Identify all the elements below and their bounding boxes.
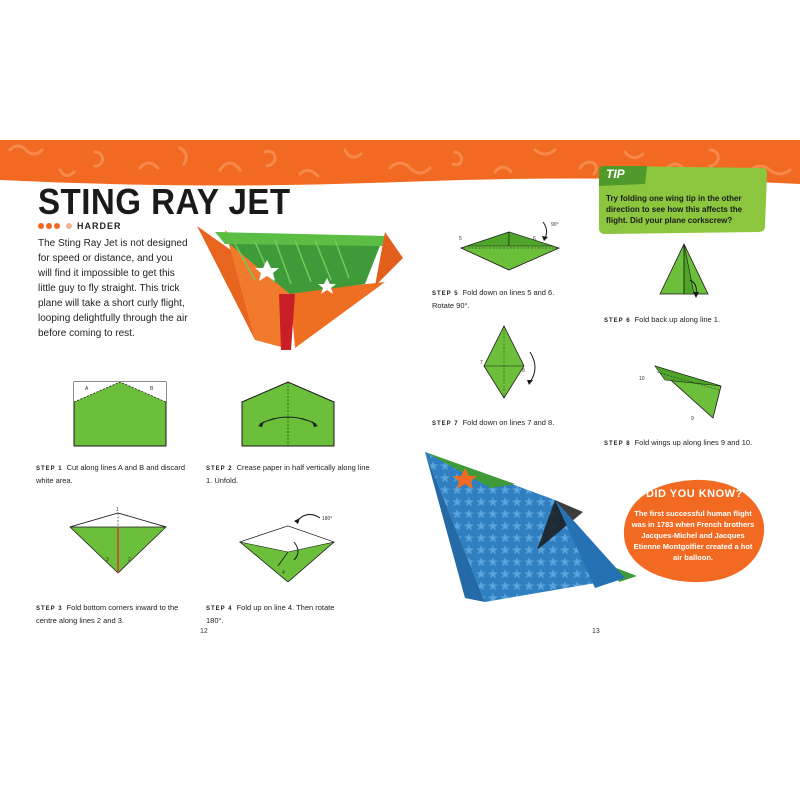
step-label: STEP 1: [36, 466, 63, 472]
intro-text: The Sting Ray Jet is not designed for speed or distance, and you will find it impossible to get this little guy to fly straight. This trick plane will take a short curly flight, looping delightfully through the air before coming to rest.: [38, 238, 188, 339]
step-label: STEP 5: [432, 291, 459, 297]
step-text: Fold down on lines 5 and 6. Rotate 90°.: [432, 288, 555, 310]
step5-diagram: [455, 218, 575, 278]
label-b: B: [150, 386, 154, 392]
step7-diagram: [478, 322, 548, 402]
page-number-right: 13: [592, 628, 600, 635]
did-you-know-title: DID YOU KNOW?: [646, 488, 743, 500]
step-text: Fold up on line 4. Then rotate 180°.: [206, 603, 335, 625]
label-8: 8: [522, 368, 525, 374]
label-a: A: [85, 386, 89, 392]
label-10: 10: [639, 376, 645, 382]
step-label: STEP 6: [604, 318, 631, 324]
label-1: 1: [116, 507, 119, 513]
label-6: 6: [533, 236, 536, 242]
step6-diagram: [650, 240, 720, 304]
step-text: Fold down on lines 7 and 8.: [462, 418, 555, 427]
page-title: STING RAY JET: [38, 181, 291, 222]
did-you-know-text: The first successful human flight was in 1783 when French brothers Jacques-Michel and Jacques Etienne Montgolfier created a hot air balloon.: [631, 509, 755, 562]
label-180: 180°: [322, 516, 333, 522]
step-4: [206, 602, 346, 626]
tip-label: TIP: [606, 167, 625, 181]
label-2: 2: [128, 557, 131, 563]
step-5: [432, 287, 572, 311]
difficulty-dot-icon: [54, 223, 60, 229]
step-text: Cut along lines A and B and discard white area.: [36, 463, 185, 485]
label-4: 4: [282, 570, 285, 576]
step4-diagram: [236, 512, 346, 582]
step-3: [36, 602, 196, 626]
step3-diagram: [68, 505, 168, 575]
step-label: STEP 7: [432, 421, 459, 427]
sting-ray-jet-photo: [195, 222, 405, 352]
tip-text: Try folding one wing tip in the other direction to see how this affects the flight. Did your plane corkscrew?: [606, 194, 743, 225]
difficulty-rating: [38, 221, 122, 231]
step-label: STEP 4: [206, 606, 233, 612]
blue-jet-photo: [415, 448, 655, 608]
label-5: 5: [459, 236, 462, 242]
step-text: Fold back up along line 1.: [634, 315, 721, 324]
label-7: 7: [480, 360, 483, 366]
label-90: 90°: [551, 222, 559, 228]
step-1: [36, 462, 196, 486]
step-text: Fold bottom corners inward to the centre along lines 2 and 3.: [36, 603, 179, 625]
difficulty-label: HARDER: [77, 221, 122, 231]
label-3: 3: [106, 557, 109, 563]
step-text: Crease paper in half vertically along line 1. Unfold.: [206, 463, 370, 485]
step-2: [206, 462, 371, 486]
step-label: STEP 2: [206, 466, 233, 472]
step8-diagram: [635, 362, 725, 424]
label-9: 9: [691, 416, 694, 422]
step-6: [604, 314, 774, 327]
page-number-left: 12: [200, 628, 208, 635]
difficulty-dot-icon: [66, 223, 72, 229]
step-7: [432, 417, 582, 430]
step-label: STEP 8: [604, 441, 631, 447]
difficulty-dot-icon: [46, 223, 52, 229]
step2-diagram: [238, 380, 338, 448]
step-label: STEP 3: [36, 606, 63, 612]
step1-diagram: [70, 380, 170, 448]
step-text: Fold wings up along lines 9 and 10.: [634, 438, 753, 447]
difficulty-dot-icon: [38, 223, 44, 229]
